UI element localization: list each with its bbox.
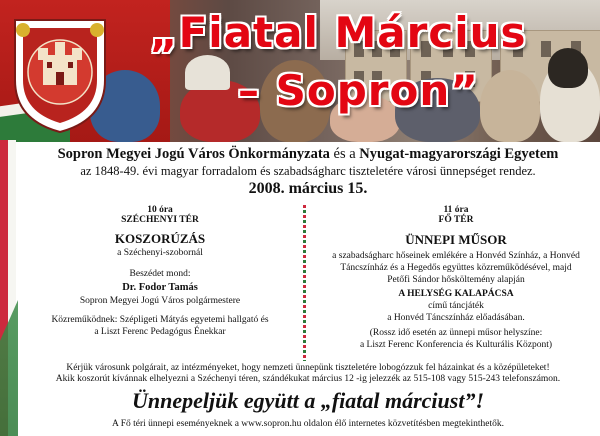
right-time: 11 óra	[443, 205, 469, 215]
rain-venue-2: a Liszt Ferenc Konferencia és Kulturális Központ)	[359, 340, 553, 350]
footer-wreath-info: Akik koszorút kívánnak elhelyezni a Széchenyi téren, szándékukat március 12 -ig jelezzék az 515-108 vagy 515-243 telefonszámon.	[55, 374, 561, 384]
left-location: a Széchenyi-szobornál	[117, 248, 203, 258]
slogan: Ünnepeljük együtt a „fiatal márciust”!	[131, 388, 485, 413]
left-collaborators-1: Közreműködnek: Szépligeti Mátyás egyetemi hallgató és	[51, 315, 269, 325]
left-time: 10 óra	[147, 205, 173, 215]
footer-flag-request: Kérjük városunk polgárait, az intézményeket, hogy nemzeti ünnepünk tiszteletére lobogózzuk fel házainkat és a középületeket!	[66, 363, 550, 373]
right-description-2: Táncszínház és a Hegedős együttes közreműködésével, majd	[340, 263, 572, 273]
play-subtitle-1: című táncjáték	[428, 301, 484, 311]
child-cap-photo	[185, 55, 230, 90]
right-description-1: a szabadságharc hőseinek emlékére a Honvéd Színház, a Honvéd	[332, 251, 580, 261]
left-event-title: KOSZORÚZÁS	[114, 231, 206, 246]
speech-label: Beszédet mond:	[129, 269, 191, 279]
organizer-city: Sopron Megyei Jogú Város Önkormányzata	[57, 146, 330, 162]
right-event-title: ÜNNEPI MŰSOR	[405, 232, 507, 247]
speaker-name: Dr. Fodor Tamás	[122, 282, 198, 293]
organizer-university: Nyugat-magyarországi Egyetem	[359, 146, 559, 162]
main-title-line1: „Fiatal Március	[150, 8, 527, 57]
right-place: FŐ TÉR	[438, 215, 474, 225]
header-banner	[0, 0, 600, 142]
organizer-connector: és a	[329, 146, 360, 162]
right-description-3: Petőfi Sándor hősköltemény alapján	[387, 275, 525, 285]
rain-venue-1: (Rossz idő esetén az ünnepi műsor helyszíne:	[369, 328, 543, 338]
left-place: SZÉCHENYI TÉR	[121, 215, 199, 225]
play-title: A HELYSÉG KALAPÁCSA	[398, 289, 514, 299]
play-subtitle-2: a Honvéd Táncszínház előadásában.	[387, 313, 525, 323]
speaker-title: Sopron Megyei Jogú Város polgármestere	[79, 296, 241, 306]
event-date: 2008. március 15.	[248, 180, 368, 197]
intro-description: az 1848-49. évi magyar forradalom és szabadságharc tiszteletére városi ünnepséget rendez.	[80, 164, 536, 178]
footer-broadcast-info: A Fő téri ünnepi eseményeknek a www.sopron.hu oldalon élő internetes közvetítésben megtekinthetők.	[112, 419, 504, 429]
left-collaborators-2: a Liszt Ferenc Pedagógus Énekkar	[94, 327, 226, 337]
child-photo	[480, 70, 540, 142]
child-hair-photo	[548, 48, 588, 88]
main-title-line2: – Sopron”	[238, 66, 479, 115]
sopron-coat-of-arms-seal	[5, 10, 115, 135]
organizers-line	[20, 146, 596, 163]
tricolor-divider	[303, 205, 306, 361]
